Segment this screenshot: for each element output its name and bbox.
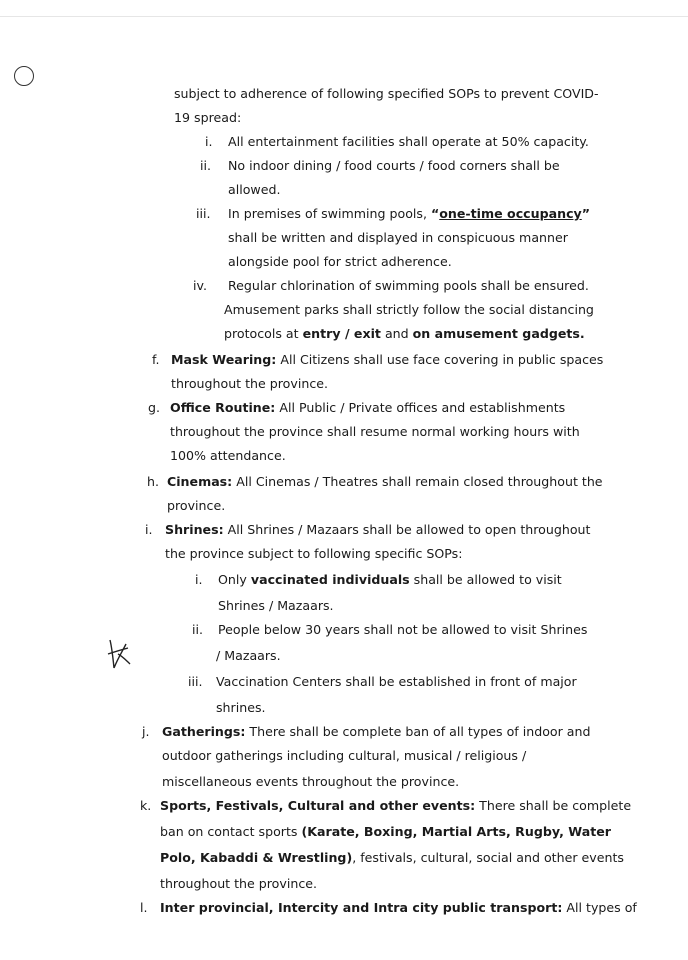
sub-text: No indoor dining / food courts / food corners shall be [228,158,560,173]
item-g-text: throughout the province shall resume normal working hours with [170,424,580,439]
sub-text: Only vaccinated individuals shall be allowed to visit [218,572,562,587]
sub-text: / Mazaars. [216,648,281,663]
sub-text: All entertainment facilities shall operate at 50% capacity. [228,134,589,149]
item-letter: l. [140,900,148,915]
item-j-text: Gatherings: There shall be complete ban of all types of indoor and [162,724,591,739]
sub-text: In premises of swimming pools, “one-time occupancy” [228,206,591,221]
sub-num: ii. [192,622,204,637]
sub-text: protocols at entry / exit and on amusement gadgets. [224,326,585,341]
sub-text: Regular chlorination of swimming pools shall be ensured. [228,278,589,293]
item-j-text: miscellaneous events throughout the province. [162,774,460,789]
sub-text: allowed. [228,182,281,197]
sub-num: iii. [188,674,203,689]
sub-text: Shrines / Mazaars. [218,598,334,613]
intro-line-1: subject to adherence of following specified SOPs to prevent COVID- [174,86,599,101]
item-letter: k. [140,798,152,813]
sub-text: Amusement parks shall strictly follow the social distancing [224,302,594,317]
item-k-text: ban on contact sports (Karate, Boxing, Martial Arts, Rugby, Water [160,824,611,839]
sub-num: ii. [200,158,212,173]
underlined-term: one-time occupancy [439,206,582,221]
sub-num: i. [205,134,213,149]
signature-mark [104,634,134,674]
item-h-text: Cinemas: All Cinemas / Theatres shall remain closed throughout the [167,474,603,489]
intro-line-2: 19 spread: [174,110,242,125]
item-h-text: province. [167,498,226,513]
item-i-text: Shrines: All Shrines / Mazaars shall be allowed to open throughout [165,522,591,537]
sub-num: iii. [196,206,211,221]
item-k-text: throughout the province. [160,876,317,891]
item-letter: f. [152,352,160,367]
item-g-text: Office Routine: All Public / Private offices and establishments [170,400,566,415]
sub-text: People below 30 years shall not be allowed to visit Shrines [218,622,588,637]
item-letter: j. [142,724,150,739]
scan-edge-line [0,16,688,17]
sub-text: shrines. [216,700,266,715]
sub-text: shall be written and displayed in conspicuous manner [228,230,568,245]
item-k-text: Sports, Festivals, Cultural and other events: There shall be complete [160,798,632,813]
item-letter: g. [148,400,160,415]
sub-text: Vaccination Centers shall be established in front of major [216,674,577,689]
punch-hole-icon [14,66,34,86]
sub-text: alongside pool for strict adherence. [228,254,452,269]
item-f-text: throughout the province. [171,376,328,391]
item-g-text: 100% attendance. [170,448,286,463]
item-l-text: Inter provincial, Intercity and Intra city public transport: All types of [160,900,637,915]
item-i-text: the province subject to following specific SOPs: [165,546,463,561]
item-f-text: Mask Wearing: All Citizens shall use face covering in public spaces [171,352,604,367]
item-j-text: outdoor gatherings including cultural, musical / religious / [162,748,527,763]
item-letter: i. [145,522,153,537]
item-letter: h. [147,474,159,489]
sub-num: iv. [193,278,207,293]
item-k-text: Polo, Kabaddi & Wrestling), festivals, cultural, social and other events [160,850,624,865]
sub-num: i. [195,572,203,587]
